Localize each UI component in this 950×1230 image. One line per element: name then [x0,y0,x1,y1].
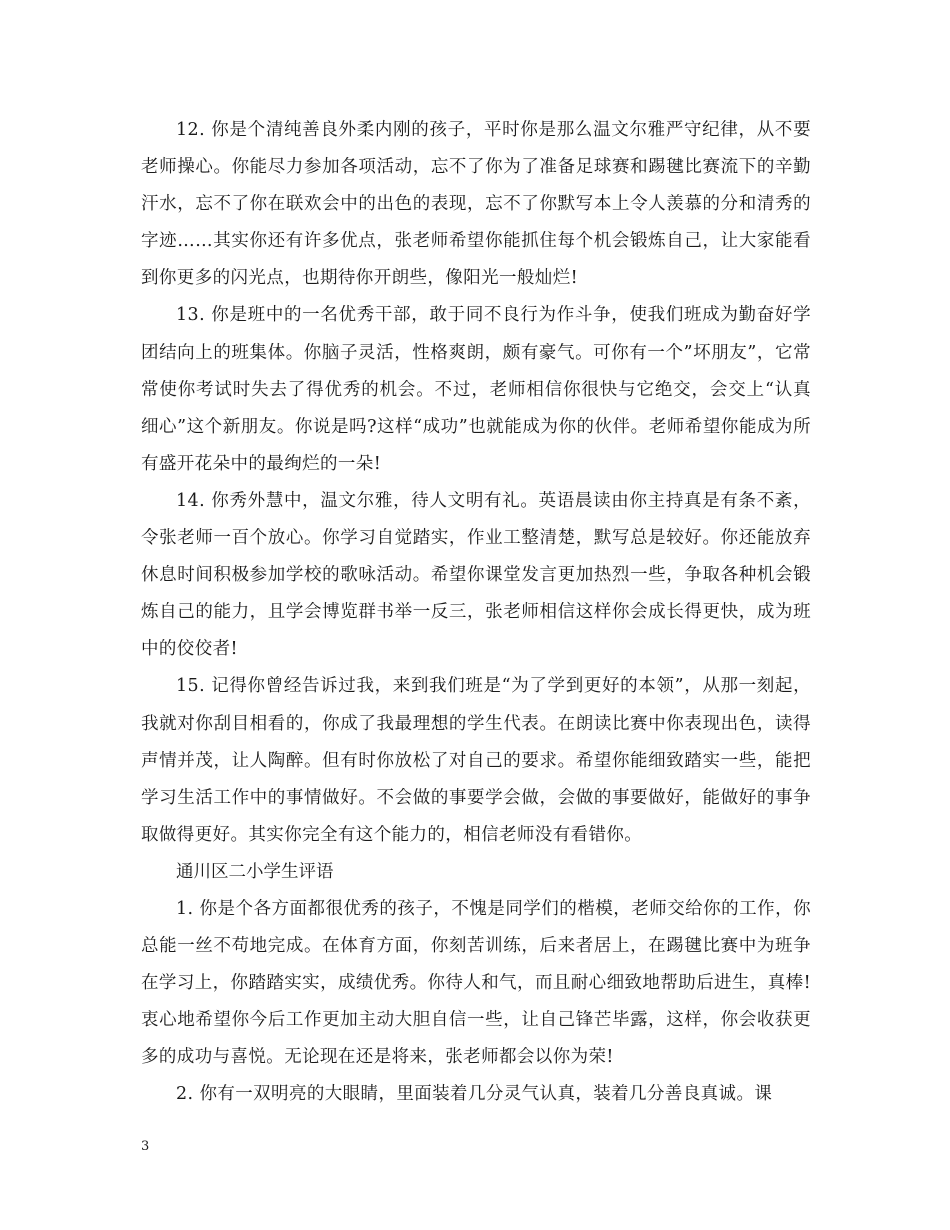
section-heading: 通川区二小学生评语 [176,861,334,882]
comment-paragraph-14: 14. 你秀外慧中，温文尔雅，待人文明有礼。英语晨读由你主持真是有条不紊，令张老师一百个放心。你学习自觉踏实，作业工整清楚，默写总是较好。你还能放弃休息时间积极参加学校的歌咏活动。希望你课堂发言更加热烈一些，争取各种机会锻炼自己的能力，且学会博览群书举一反三，张老师相信这样你会成长得更快，成为班中的佼佼者! [141,490,811,660]
comment-paragraph-12: 12. 你是个清纯善良外柔内刚的孩子，平时你是那么温文尔雅严守纪律，从不要老师操心。你能尽力参加各项活动，忘不了你为了准备足球赛和踢毽比赛流下的辛勤汗水，忘不了你在联欢会中的出色的表现，忘不了你默写本上令人羡慕的分和清秀的字迹……其实你还有许多优点，张老师希望你能抓住每个机会锻炼自己，让大家能看到你更多的闪光点，也期待你开朗些，像阳光一般灿烂! [141,120,811,289]
comment-paragraph-2: 2. 你有一双明亮的大眼睛，里面装着几分灵气认真，装着几分善良真诚。课 [176,1084,773,1105]
comment-paragraph-13: 13. 你是班中的一名优秀干部，敢于同不良行为作斗争，使我们班成为勤奋好学团结向上的班集体。你脑子灵活，性格爽朗，颇有豪气。可你有一个”坏朋友”，它常常使你考试时失去了得优秀的机会。不过，老师相信你很快与它绝交，会交上“认真细心”这个新朋友。你说是吗?这样“成功”也就能成为你的伙伴。老师希望你能成为所有盛开花朵中的最绚烂的一朵! [141,305,811,474]
comment-paragraph-1: 1. 你是个各方面都很优秀的孩子，不愧是同学们的楷模，老师交给你的工作，你总能一丝不苟地完成。在体育方面，你刻苦训练，后来者居上，在踢毽比赛中为班争在学习上，你踏踏实实，成绩优秀。你待人和气，而且耐心细致地帮助后进生，真棒!衷心地希望你今后工作更加主动大胆自信一些，让自己锋芒毕露，这样，你会收获更多的成功与喜悦。无论现在还是将来，张老师都会以你为荣! [141,898,811,1068]
comment-paragraph-15: 15. 记得你曾经告诉过我，来到我们班是“为了学到更好的本领”，从那一刻起，我就对你刮目相看的，你成了我最理想的学生代表。在朗读比赛中你表现出色，读得声情并茂，让人陶醉。但有时你放松了对自己的要求。希望你能细致踏实一些，能把学习生活工作中的事情做好。不会做的事要学会做，会做的事要做好，能做好的事争取做得更好。其实你完全有这个能力的，相信老师没有看错你。 [141,676,811,845]
document-body [141,112,811,1114]
page-number: 3 [141,1139,150,1154]
